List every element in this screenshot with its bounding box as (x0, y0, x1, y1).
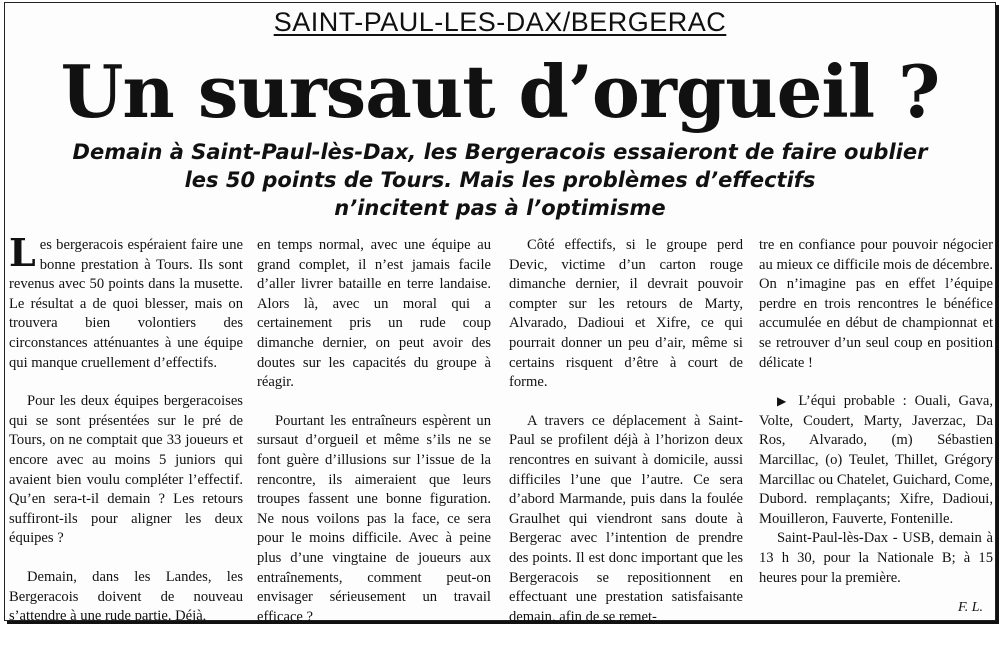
paragraph: Les bergeracois espéraient faire une bonne prestation à Tours. Ils sont revenus avec 50 points dans la musette. Le résultat a de quoi blesser, mais on trouvera bien volontiers des circonstances atténuantes à une équipe qui manque cruellement d’effectifs. (9, 230, 243, 371)
deck-line-3: n’incitent pas à l’optimisme (334, 196, 666, 220)
paragraph: en temps normal, avec une équipe au grand complet, il n’est jamais facile d’aller livrer bataille en terre landaise. Alors là, avec un moral qui a certainement pris un rude coup dimanche dernier, on peut avoir des doutes sur les capacités du groupe à réagir. (257, 237, 491, 391)
paragraph: Pourtant les entraîneurs espèrent un sursaut d’orgueil et même s’ils ne se font guère d’illusions sur l’issue de la rencontre, ils aimeraient que leurs troupes fassent une bonne figuration. Ne nous voilons pas la face, ce sera pour le moins difficile. Avec à peine plus d’une vingtaine de joueurs aux entraînements, comment peut-on envisager sérieusement un travail efficace ? (257, 412, 491, 625)
paragraph: Côté effectifs, si le groupe perd Devic, victime d’un carton rouge dimanche dernier, il devrait pouvoir compter sur les retours de Marty, Alvarado, Dadioui et Xifre, ce qui pourrait donner un peu d’air, même si certains risquent d’être à court de forme. (509, 237, 743, 391)
paragraph: Demain, dans les Landes, les Bergeracois doivent de nouveau s’attendre à une rude partie. Déjà, (9, 568, 243, 625)
arrow-icon: ▶ (777, 394, 791, 409)
paragraph: A travers ce déplacement à Saint-Paul se profilent déjà à l’horizon deux rencontres en suivant à domicile, aussi difficiles l’une que l’autre. Ce sera d’abord Marmande, puis dans la foulée Graulhet qui viendront sans doute à Bergerac avec l’intention de prendre des points. Il est donc important que les Bergeracois se repositionnent en effectuant une prestation satisfaisante demain, afin de se remet- (509, 412, 743, 625)
lineup-paragraph: ▶ L’équi probable : Ouali, Gava, Volte, Coudert, Marty, Javerzac, Da Ros, Alvarado, (m) Sébastien Marcillac, (o) Teulet, Thillet, Grégory Marcillac ou Chatelet, Guichard, Come, Dubord. remplaçants; Xifre, Dadioui, Mouilleron, Fauverte, Fontenille. (759, 393, 993, 527)
deck-line-1: Demain à Saint-Paul-lès-Dax, les Bergeracois essaieront de faire oublier (72, 140, 928, 164)
article-deck (45, 138, 955, 222)
article-body (7, 230, 993, 625)
column-4 (759, 236, 993, 607)
paragraph: tre en confiance pour pouvoir négocier au mieux ce difficile mois de décembre. On n’imagine pas en effet l’équipe perdre en trois rencontres le bénéfice accumulée en début de championnat et se retrouver d’un seul coup en position délicate ! (759, 237, 993, 371)
drop-cap: L (9, 230, 36, 275)
column-3 (509, 236, 743, 646)
article-headline: Un sursaut d’orgueil ? (60, 49, 940, 134)
paragraph: Pour les deux équipes bergeracoises qui se sont présentées sur le pré de Tours, on ne comptait que 33 joueurs et encore avec au moins 5 juniors qui avaient bien voulu compléter l’effectif. Qu’en sera-t-il demain ? Les retours suffiront-ils pour aligner les deux équipes ? (9, 393, 243, 547)
deck-line-2: les 50 points de Tours. Mais les problèmes d’effectifs (184, 168, 816, 192)
author-signature: F. L. (957, 600, 983, 615)
article-frame (4, 2, 996, 625)
column-2 (257, 236, 491, 646)
article-kicker: SAINT-PAUL-LES-DAX/BERGERAC (273, 7, 727, 37)
column-1 (9, 230, 243, 646)
paragraph: Saint-Paul-lès-Dax - USB, demain à 13 h 30, pour la Nationale B; à 15 heures pour la première. (759, 530, 993, 586)
